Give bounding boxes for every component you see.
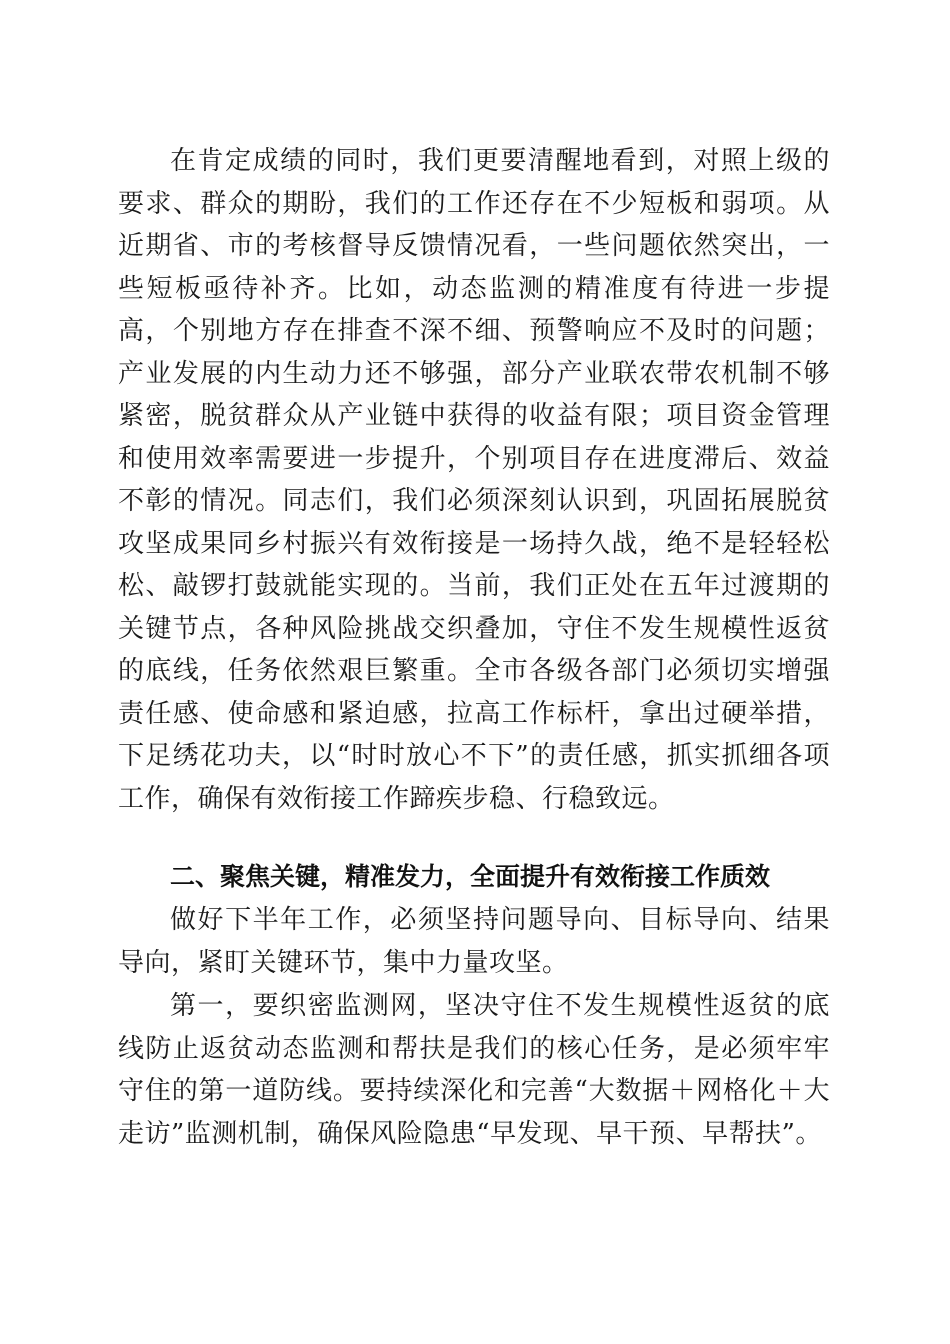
section-heading-2: 二、聚焦关键，精准发力，全面提升有效衔接工作质效 [170, 862, 771, 891]
paragraph-first-point-monitoring: 第一，要织密监测网，坚决守住不发生规模性返贫的底线防止返贫动态监测和帮扶是我们的核心任务，是必须牢牢守住的第一道防线。要持续深化和完善“大数据＋网格化＋大走访”监测机制，确保风险隐患“早发现、早干预、早帮扶”。 [118, 991, 830, 1149]
paragraph-shortcomings: 在肯定成绩的同时，我们更要清醒地看到，对照上级的要求、群众的期盼，我们的工作还存在不少短板和弱项。从近期省、市的考核督导反馈情况看，一些问题依然突出，一些短板亟待补齐。比如，动态监测的精准度有待进一步提高，个别地方存在排查不深不细、预警响应不及时的问题；产业发展的内生动力还不够强，部分产业联农带农机制不够紧密，脱贫群众从产业链中获得的收益有限；项目资金管理和使用效率需要进一步提升，个别项目存在进度滞后、效益不彰的情况。同志们，我们必须深刻认识到，巩固拓展脱贫攻坚成果同乡村振兴有效衔接是一场持久战，绝不是轻轻松松、敲锣打鼓就能实现的。当前，我们正处在五年过渡期的关键节点，各种风险挑战交织叠加，守住不发生规模性返贫的底线，任务依然艰巨繁重。全市各级各部门必须切实增强责任感、使命感和紧迫感，拉高工作标杆，拿出过硬举措，下足绣花功夫，以“时时放心不下”的责任感，抓实抓细各项工作，确保有效衔接工作蹄疾步稳、行稳致远。 [118, 146, 830, 814]
paragraph-intro-second-half: 做好下半年工作，必须坚持问题导向、目标导向、结果导向，紧盯关键环节，集中力量攻坚。 [118, 905, 830, 978]
